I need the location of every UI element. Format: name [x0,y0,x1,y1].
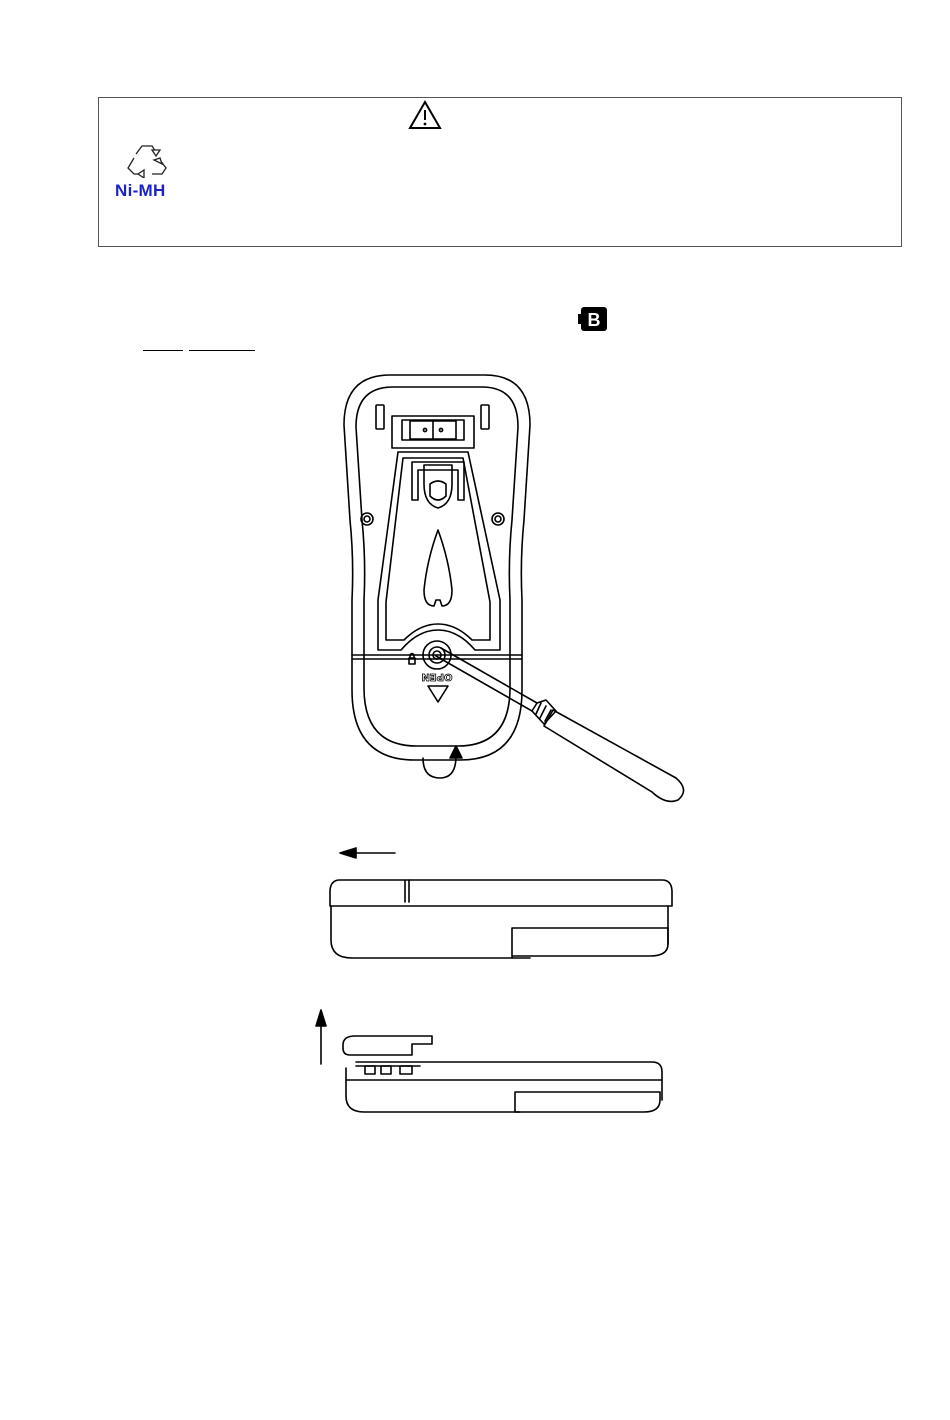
meter-rear-view [344,375,530,760]
side-view-open [316,1010,662,1112]
screwdriver [436,648,684,801]
battery-type-label: Ni-MH [115,181,166,200]
battery-letter: B [587,310,601,330]
side-view-closed [330,848,672,958]
rotation-arrow [423,746,462,778]
open-label: OPEN [421,671,453,682]
